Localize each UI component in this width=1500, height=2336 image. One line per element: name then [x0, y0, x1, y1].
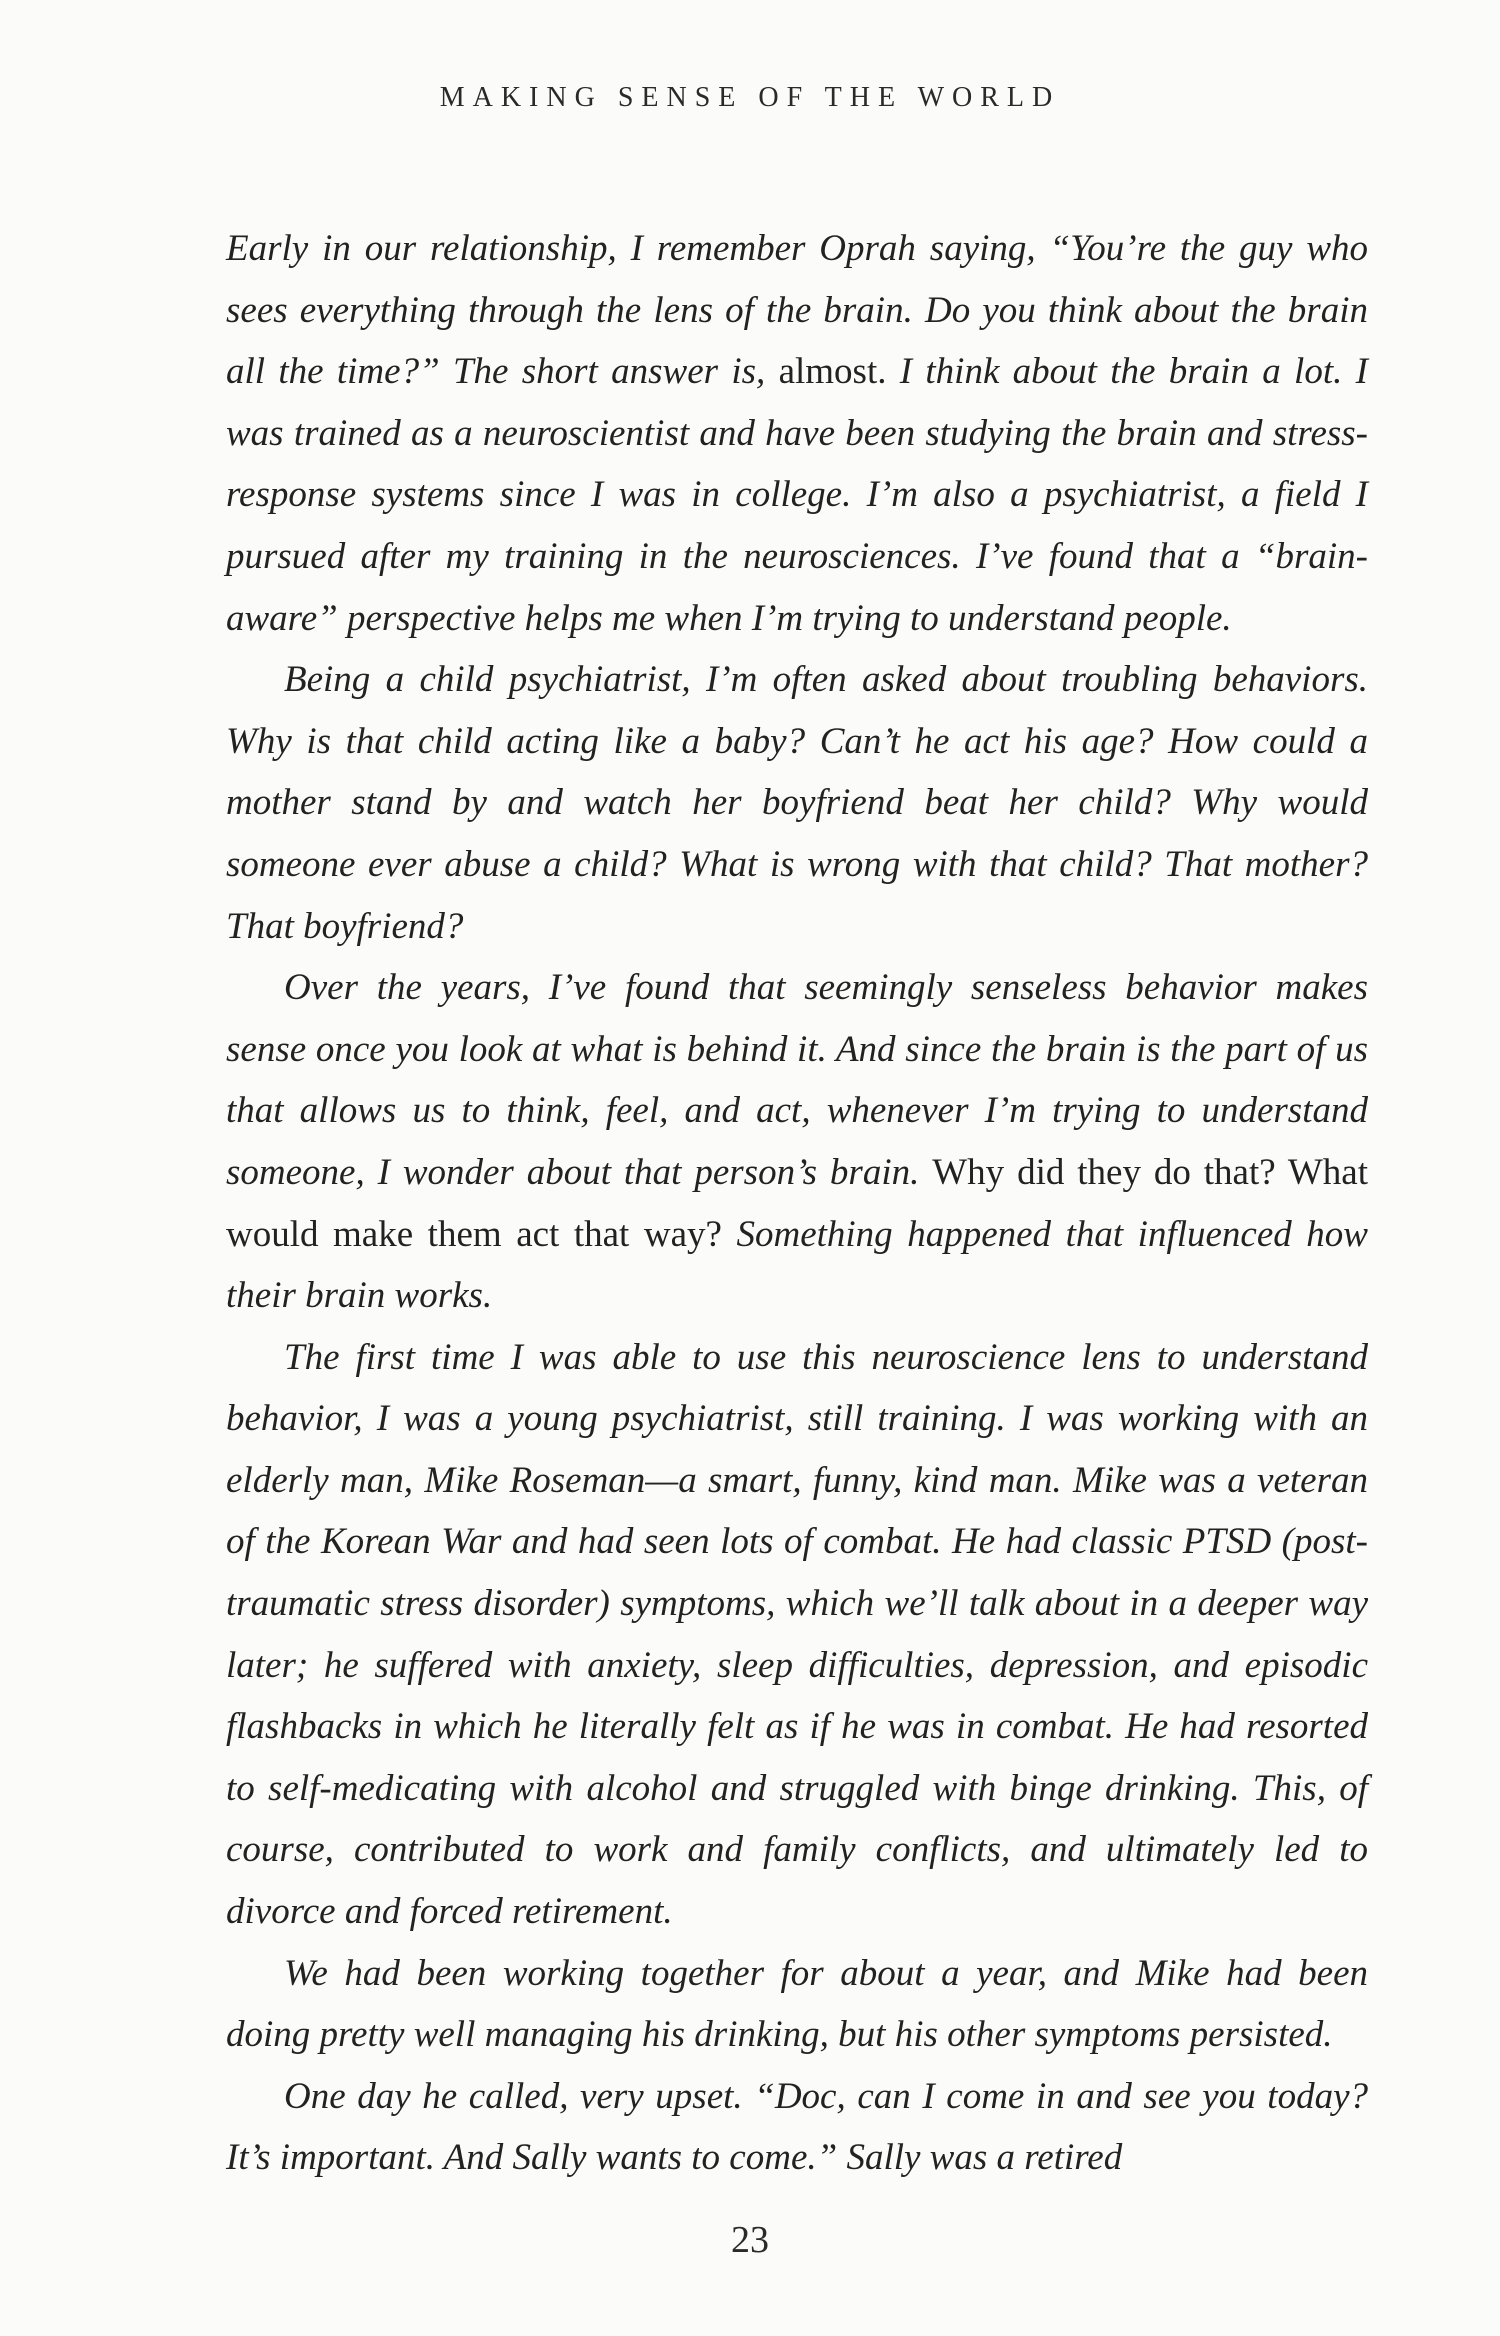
- italic-text: We had been working together for about a year, and Mike had been doing pretty well managing his drinking, but his other symptoms persisted.: [226, 1952, 1368, 2056]
- page-number: 23: [731, 2219, 769, 2261]
- paragraph: [226, 1327, 1368, 1943]
- italic-text: Being a child psychiatrist, I’m often asked about troubling behaviors. Why is that child acting like a baby? Can’t he act his age? How could a mother stand by and watch her boyfriend beat her child? Why would someone ever abuse a child? What is wrong with that child? That mother? That boyfriend?: [226, 659, 1368, 947]
- body-text: [226, 218, 1368, 2189]
- roman-text: Why did they do that? What would make them act that way?: [226, 1151, 1368, 1255]
- italic-text: One day he called, very upset. “Doc, can I come in and see you today? It’s important. And Sally wants to come.” Sally was a retired: [226, 2075, 1368, 2179]
- paragraph: [226, 957, 1368, 1327]
- running-head: MAKING SENSE OF THE WORLD: [439, 82, 1061, 113]
- italic-text: Over the years, I’ve found that seemingly senseless behavior makes sense once you look at what is behind it. And since the brain is the part of us that allows us to think, feel, and act, whenever I’m trying to understand someone, I wonder about that person’s brain.: [226, 967, 1368, 1193]
- paragraph: [226, 1943, 1368, 2066]
- paragraph: [226, 2066, 1368, 2189]
- italic-text: I think about the brain a lot. I was trained as a neuroscientist and have been studying the brain and stress-response systems since I was in college. I’m also a psychiatrist, a field I pursued after my training in the neurosciences. I’ve found that a “brain-aware” perspective helps me when I’m trying to understand people.: [226, 351, 1368, 639]
- italic-text: The first time I was able to use this neuroscience lens to understand behavior, I was a young psychiatrist, still training. I was working with an elderly man, Mike Roseman—a smart, funny, kind man. Mike was a veteran of the Korean War and had seen lots of combat. He had classic PTSD (post-traumatic stress disorder) symptoms, which we’ll talk about in a deeper way later; he suffered with anxiety, sleep difficulties, depression, and episodic flashbacks in which he literally felt as if he was in combat. He had resorted to self-medicating with alcohol and struggled with binge drinking. This, of course, contributed to work and family conflicts, and ultimately led to divorce and forced retirement.: [226, 1336, 1368, 1933]
- paragraph: [226, 649, 1368, 957]
- italic-text: Something happened that influenced how their brain works.: [226, 1213, 1368, 1317]
- italic-text: Early in our relationship, I remember Oprah saying, “You’re the guy who sees everything through the lens of the brain. Do you think about the brain all the time?” The short answer is,: [226, 228, 1368, 393]
- roman-text: almost.: [778, 351, 900, 393]
- paragraph: [226, 218, 1368, 649]
